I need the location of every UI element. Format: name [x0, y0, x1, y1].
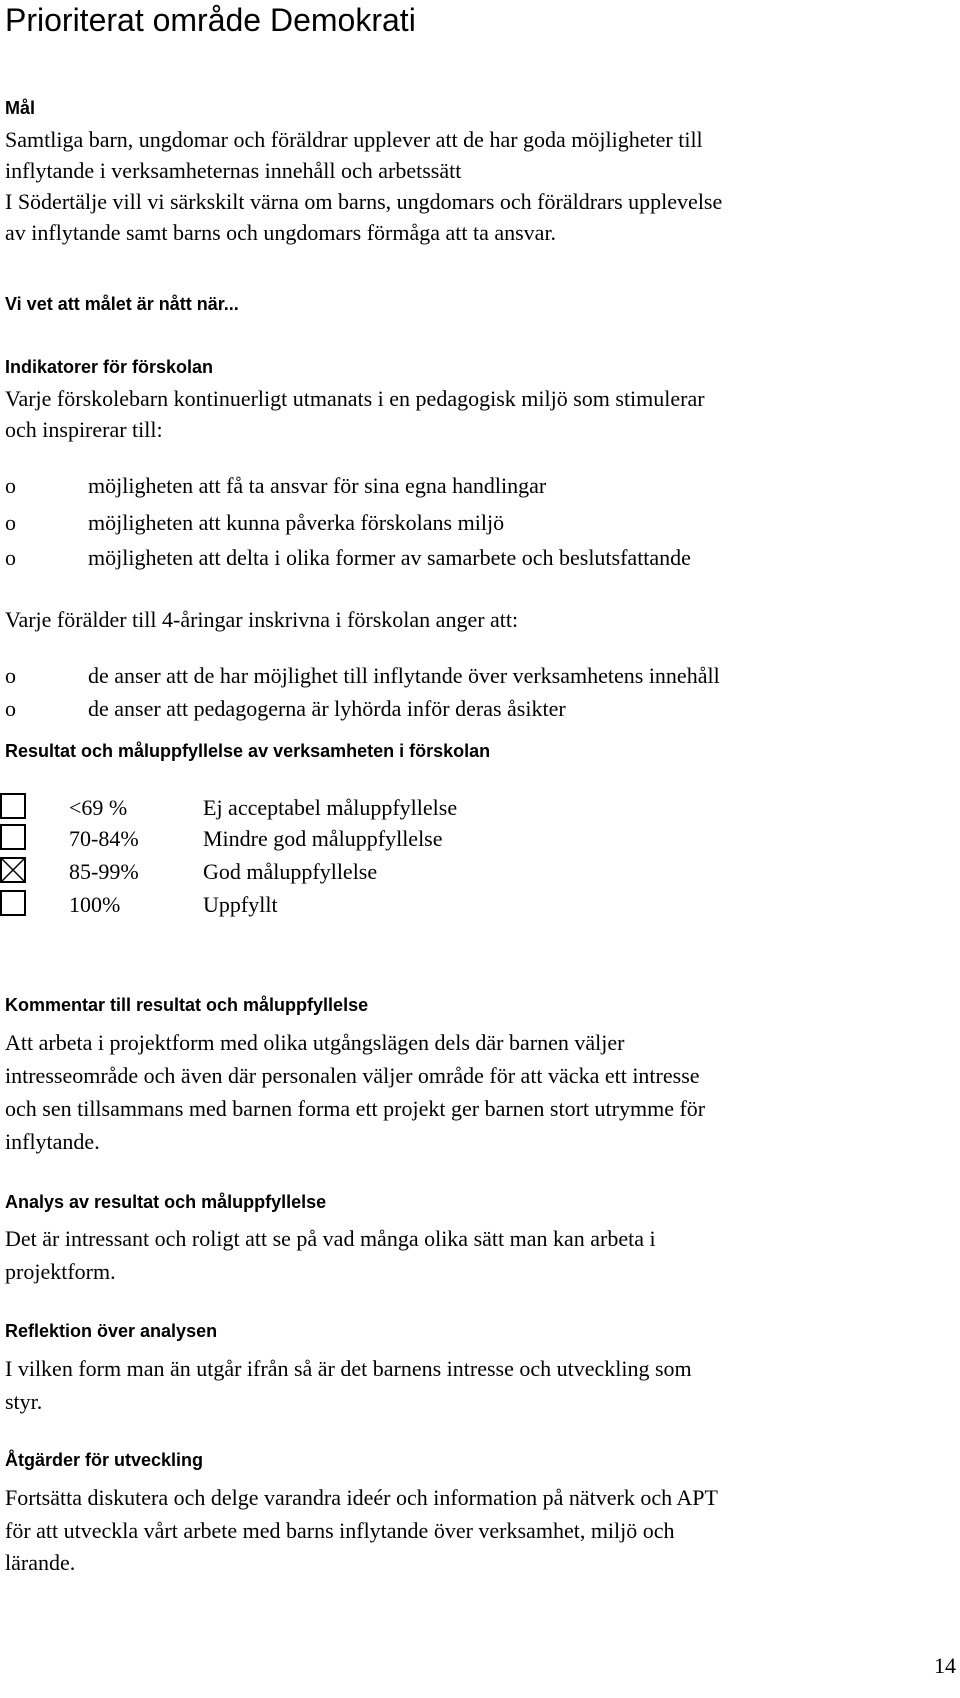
results-heading: Resultat och måluppfyllelse av verksamheten i förskolan	[5, 741, 491, 761]
comment-text-line: och sen tillsammans med barnen forma ett projekt ger barnen stort utrymme för	[5, 1096, 706, 1121]
page-number: 14	[934, 1653, 956, 1678]
goal-text-line: Samtliga barn, ungdomar och föräldrar upplever att de har goda möjligheter till	[5, 127, 703, 152]
actions-text-line: för att utveckla vårt arbete med barns inflytande över verksamhet, miljö och	[5, 1518, 675, 1543]
checkbox-cross-icon	[2, 859, 24, 881]
result-checkbox[interactable]	[0, 890, 26, 916]
result-range: 85-99%	[69, 859, 139, 884]
list-item	[5, 507, 504, 539]
comment-text-line: intresseområde och även där personalen väljer område för att väcka ett intresse	[5, 1063, 700, 1088]
parent-intro: Varje förälder till 4-åringar inskrivna i förskolan anger att:	[5, 607, 519, 632]
reflection-text-line: I vilken form man än utgår ifrån så är det barnens intresse och utveckling som	[5, 1356, 692, 1381]
comment-text-line: inflytande.	[5, 1129, 100, 1154]
analysis-heading: Analys av resultat och måluppfyllelse	[5, 1192, 327, 1212]
actions-heading: Åtgärder för utveckling	[5, 1450, 204, 1470]
reflection-heading: Reflektion över analysen	[5, 1321, 218, 1341]
list-item	[5, 470, 546, 502]
indicators-intro-line: Varje förskolebarn kontinuerligt utmanats i en pedagogisk miljö som stimulerar	[5, 386, 705, 411]
result-range: <69 %	[69, 795, 128, 820]
bullet-mark: o	[5, 663, 16, 688]
actions-text-line: Fortsätta diskutera och delge varandra ideér och information på nätverk och APT	[5, 1485, 718, 1510]
bullet-mark: o	[5, 696, 16, 721]
goal-heading: Mål	[5, 98, 36, 118]
list-item	[5, 542, 691, 574]
list-item-text: möjligheten att delta i olika former av samarbete och beslutsfattande	[88, 545, 691, 570]
bullet-mark: o	[5, 545, 16, 570]
goal-text-line: av inflytande samt barns och ungdomars förmåga att ta ansvar.	[5, 220, 557, 245]
list-item-text: de anser att pedagogerna är lyhörda inför deras åsikter	[88, 696, 566, 721]
list-item-text: möjligheten att kunna påverka förskolans miljö	[88, 510, 505, 535]
result-range: 70-84%	[69, 826, 139, 851]
goal-text-line: inflytande i verksamheternas innehåll och arbetssätt	[5, 158, 462, 183]
result-label: Uppfyllt	[203, 892, 278, 917]
bullet-mark: o	[5, 473, 16, 498]
list-item	[5, 660, 720, 692]
comment-heading: Kommentar till resultat och måluppfyllelse	[5, 995, 369, 1015]
list-item-text: möjligheten att få ta ansvar för sina egna handlingar	[88, 473, 547, 498]
analysis-text-line: projektform.	[5, 1259, 116, 1284]
reflection-text-line: styr.	[5, 1389, 43, 1414]
result-range: 100%	[69, 892, 121, 917]
result-checkbox[interactable]	[0, 793, 26, 819]
list-item	[5, 693, 566, 725]
comment-text-line: Att arbeta i projektform med olika utgångslägen dels där barnen väljer	[5, 1030, 625, 1055]
result-label: Mindre god måluppfyllelse	[203, 826, 443, 851]
indicators-heading: Indikatorer för förskolan	[5, 357, 214, 377]
result-checkbox[interactable]	[0, 857, 26, 883]
analysis-text-line: Det är intressant och roligt att se på vad många olika sätt man kan arbeta i	[5, 1226, 656, 1251]
list-item-text: de anser att de har möjlighet till inflytande över verksamhetens innehåll	[88, 663, 720, 688]
result-label: God måluppfyllelse	[203, 859, 378, 884]
result-checkbox[interactable]	[0, 824, 26, 850]
result-label: Ej acceptabel måluppfyllelse	[203, 795, 458, 820]
page-title: Prioriterat område Demokrati	[5, 2, 416, 38]
goal-text-line: I Södertälje vill vi särkskilt värna om barns, ungdomars och föräldrars upplevelse	[5, 189, 723, 214]
bullet-mark: o	[5, 510, 16, 535]
indicators-intro-line: och inspirerar till:	[5, 417, 163, 442]
known-heading: Vi vet att målet är nått när...	[5, 294, 239, 314]
actions-text-line: lärande.	[5, 1550, 76, 1575]
